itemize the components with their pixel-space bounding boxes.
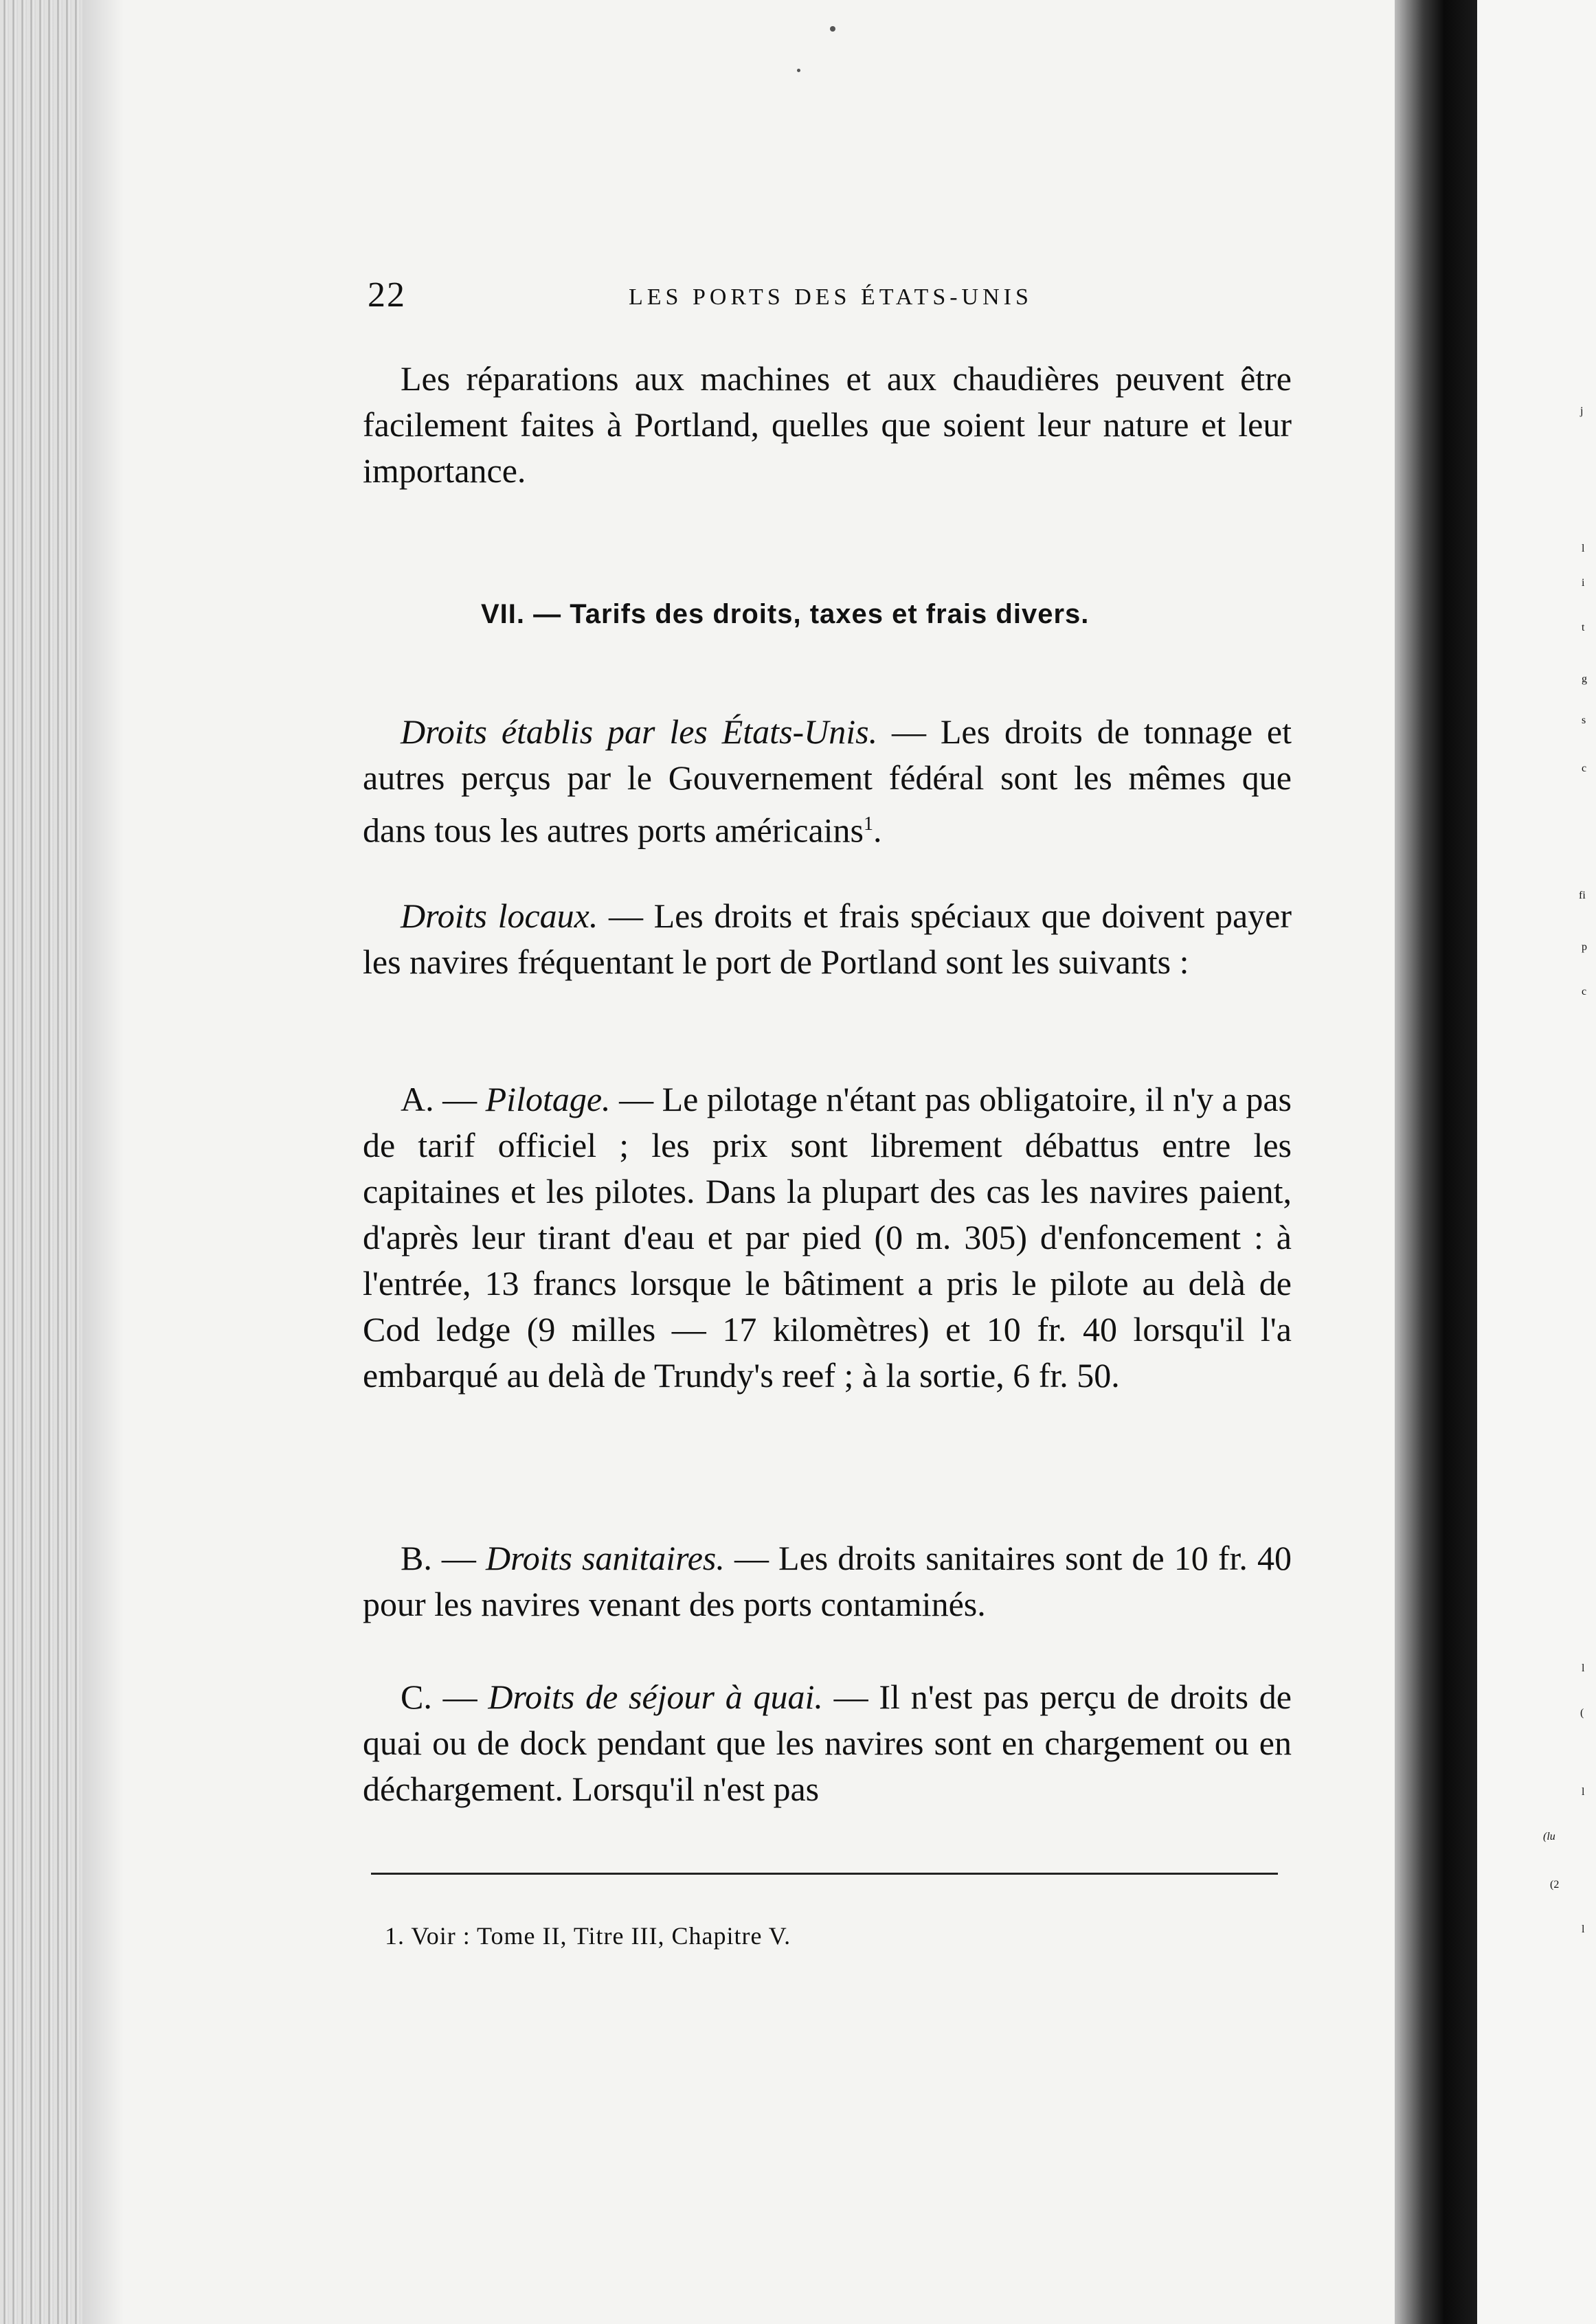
federal-duties-lead: Droits établis par les États-Unis. xyxy=(401,712,878,751)
fragment: i xyxy=(1582,577,1585,589)
pilotage-text: — Le pilotage n'étant pas obligatoire, il n'y a pas de tarif officiel ; les prix sont librement débattus entre les capitaines et les pilotes. Dans la plupart des cas les navires paient, d'après leur tirant d'eau et par pied (0 m. 305) d'enfoncement : à l'entrée, 13 francs lorsque le bâtiment a pris le pilote au delà de Cod ledge (9 milles — 17 kilomètres) et 10 fr. 40 lorsqu'il l'a embarqué au delà de Trundy's reef ; à la sortie, 6 fr. 50. xyxy=(363,1080,1292,1395)
intro-paragraph: Les réparations aux machines et aux chaudières peuvent être facilement faites à Portland, quelles que soient leur nature et leur importance. xyxy=(363,359,1292,490)
federal-duties-paragraph xyxy=(363,709,1292,854)
footnote-divider xyxy=(371,1873,1278,1875)
quay-text: — Il n'est pas perçu de droits de quai ou de dock pendant que les navires sont en chargement ou en déchargement. Lorsqu'il n'est pas xyxy=(363,1678,1292,1808)
fragment: c xyxy=(1582,763,1587,774)
sanitary-text: — Les droits sanitaires sont de 10 fr. 40 pour les navires venant des ports contaminés. xyxy=(363,1539,1292,1623)
adjacent-page xyxy=(1477,0,1596,2324)
sanitary-duties-paragraph xyxy=(363,1535,1292,1627)
fragment: g xyxy=(1582,673,1587,685)
federal-duties-end: . xyxy=(873,811,882,850)
fragment: fi xyxy=(1579,890,1586,901)
quay-lead: Droits de séjour à quai. xyxy=(488,1678,823,1716)
fragment: (2 xyxy=(1550,1879,1560,1891)
pilotage-paragraph xyxy=(363,1076,1292,1399)
quay-duties-paragraph xyxy=(363,1674,1292,1812)
paper-speck xyxy=(830,26,835,32)
local-duties-text: — Les droits et frais spéciaux que doivent payer les navires fréquentant le port de Portland sont les suivants : xyxy=(363,896,1292,981)
fragment: l xyxy=(1582,1662,1585,1674)
fragment: l xyxy=(1582,543,1585,554)
footnote: 1. Voir : Tome II, Titre III, Chapitre V. xyxy=(385,1922,791,1950)
fragment: l xyxy=(1582,1923,1585,1935)
pilotage-lead: Pilotage. xyxy=(485,1080,611,1118)
fragment: p xyxy=(1582,941,1587,953)
paper-speck xyxy=(797,69,800,72)
fragment: j xyxy=(1580,405,1584,417)
page-number: 22 xyxy=(368,275,406,315)
running-title: LES PORTS DES ÉTATS-UNIS xyxy=(629,284,1033,310)
fragment: ( xyxy=(1580,1707,1584,1719)
fragment: t xyxy=(1582,622,1585,633)
local-duties-lead: Droits locaux. xyxy=(401,896,598,935)
fragment: l xyxy=(1582,1786,1585,1798)
fragment: c xyxy=(1582,986,1587,997)
quay-label: C. — xyxy=(401,1678,488,1716)
fragment: s xyxy=(1582,714,1586,726)
local-duties-paragraph xyxy=(363,893,1292,985)
book-spine xyxy=(1395,0,1477,2324)
federal-duties-text: — Les droits de tonnage et autres perçus par le Gouvernement fédéral sont les mêmes que dans tous les autres ports américains xyxy=(363,712,1292,850)
page-header xyxy=(368,275,1281,316)
sanitary-lead: Droits sanitaires. xyxy=(485,1539,725,1577)
section-heading: VII. — Tarifs des droits, taxes et frais divers. xyxy=(481,599,1090,629)
sanitary-label: B. — xyxy=(401,1539,486,1577)
footnote-reference: 1 xyxy=(863,813,873,835)
pilotage-label: A. — xyxy=(401,1080,486,1118)
fragment: (lu xyxy=(1543,1831,1555,1842)
